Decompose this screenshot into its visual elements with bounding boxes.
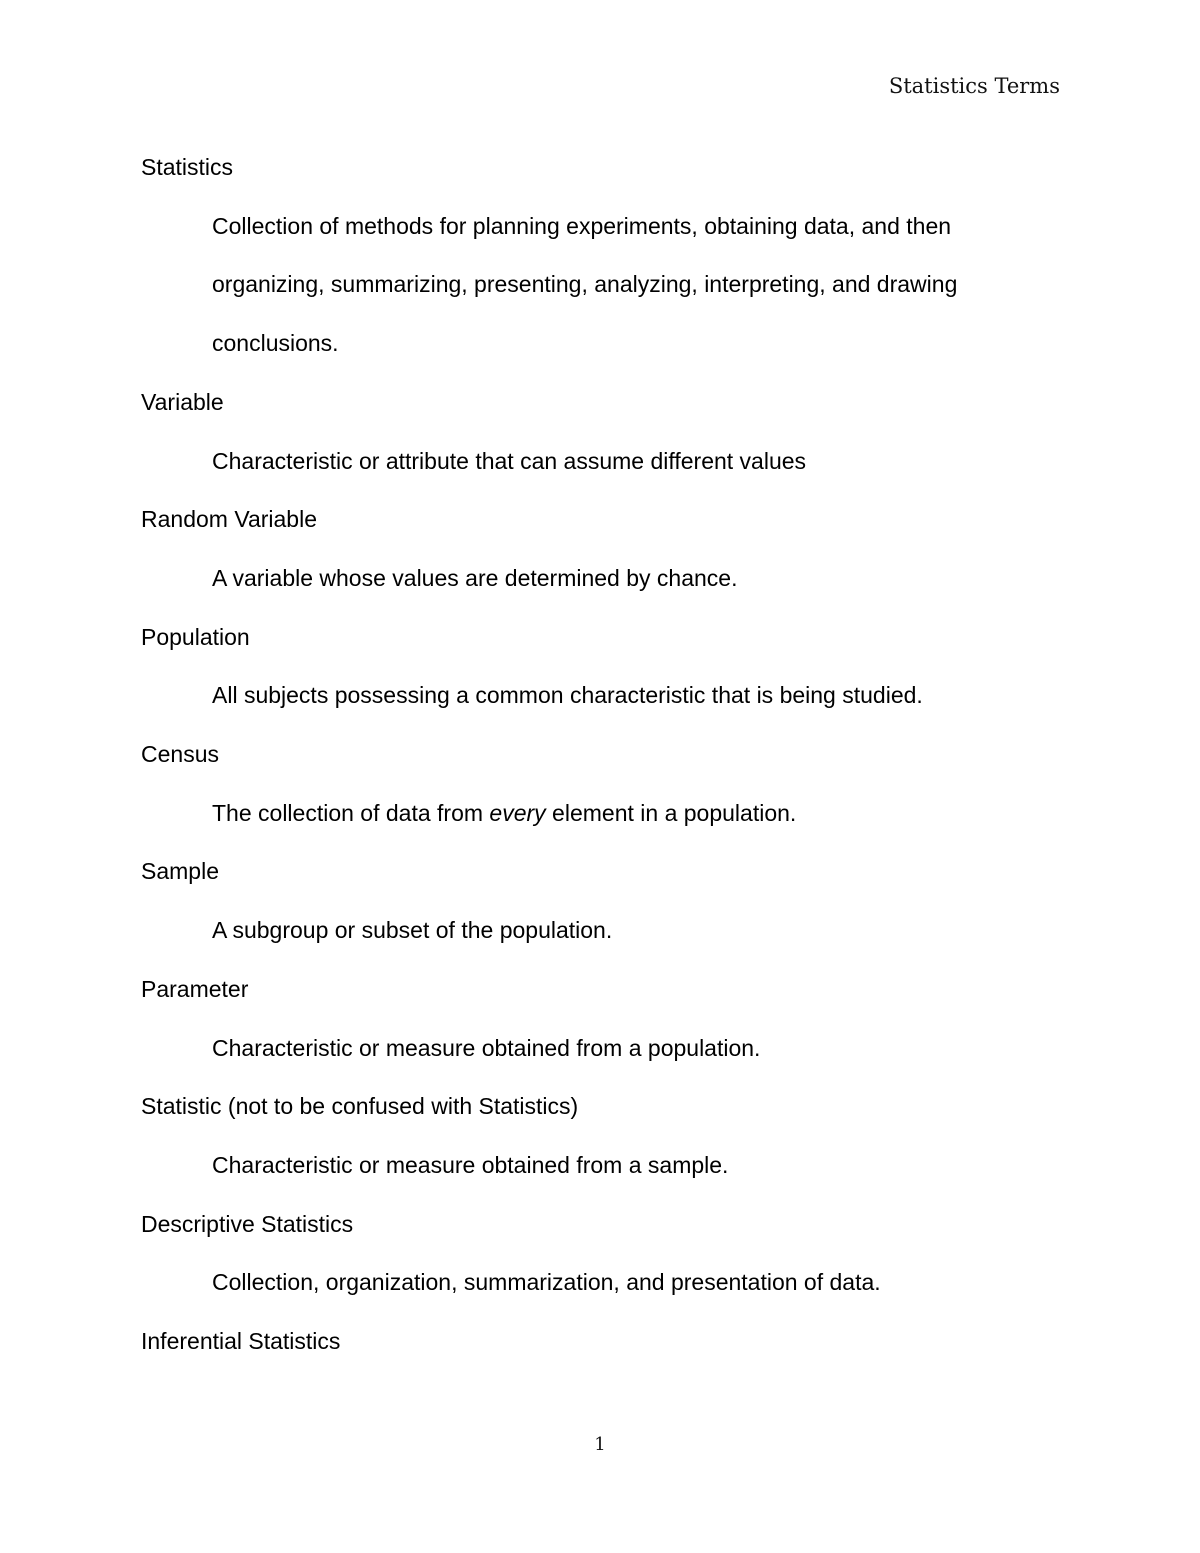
- definition-statistic: [141, 1136, 1071, 1195]
- definition-parameter: [141, 1019, 1071, 1078]
- term-population: Population: [141, 623, 250, 650]
- definition-population: [141, 666, 1071, 725]
- definition-line: Collection, organization, summarization, and presentation of data.: [212, 1269, 881, 1296]
- definition-line: Characteristic or attribute that can assume different values: [212, 447, 807, 474]
- definition-random-variable: [141, 549, 1071, 608]
- definition-sample: [141, 901, 1071, 960]
- term-sample: Sample: [141, 858, 219, 885]
- definition-line: Characteristic or measure obtained from a sample.: [212, 1151, 729, 1178]
- term-census: Census: [141, 741, 219, 768]
- definition-line: Characteristic or measure obtained from a population.: [212, 1034, 761, 1061]
- definition-text-before: The collection of data from: [212, 799, 490, 826]
- term-statistics: Statistics: [141, 154, 234, 180]
- term-variable: Variable: [141, 388, 224, 415]
- definition-statistics: [141, 197, 1071, 373]
- definition-variable: [141, 432, 1071, 491]
- definition-emphasis: every: [489, 799, 546, 826]
- term-random-variable: Random Variable: [141, 506, 318, 533]
- running-header: Statistics Terms: [888, 74, 1060, 98]
- definition-line: A variable whose values are determined by chance.: [212, 564, 738, 591]
- term-parameter: Parameter: [141, 975, 249, 1002]
- term-descriptive-statistics: Descriptive Statistics: [141, 1210, 354, 1237]
- definition-line: All subjects possessing a common characteristic that is being studied.: [212, 682, 923, 709]
- glossary-body: [141, 138, 1071, 1371]
- page-number: 1: [594, 1434, 606, 1455]
- definition-census: [141, 784, 1071, 843]
- term-inferential-statistics: Inferential Statistics: [141, 1328, 341, 1355]
- definition-line: A subgroup or subset of the population.: [212, 917, 613, 944]
- definition-text-after: element in a population.: [545, 799, 797, 826]
- definition-descriptive-statistics: [141, 1253, 1071, 1312]
- definition-line: organizing, summarizing, presenting, analyzing, interpreting, and drawing: [212, 271, 958, 298]
- definition-line: [212, 784, 1071, 843]
- definition-line: Collection of methods for planning experiments, obtaining data, and then: [212, 212, 952, 239]
- term-statistic: Statistic (not to be confused with Statistics): [141, 1093, 579, 1120]
- definition-line: conclusions.: [212, 330, 339, 357]
